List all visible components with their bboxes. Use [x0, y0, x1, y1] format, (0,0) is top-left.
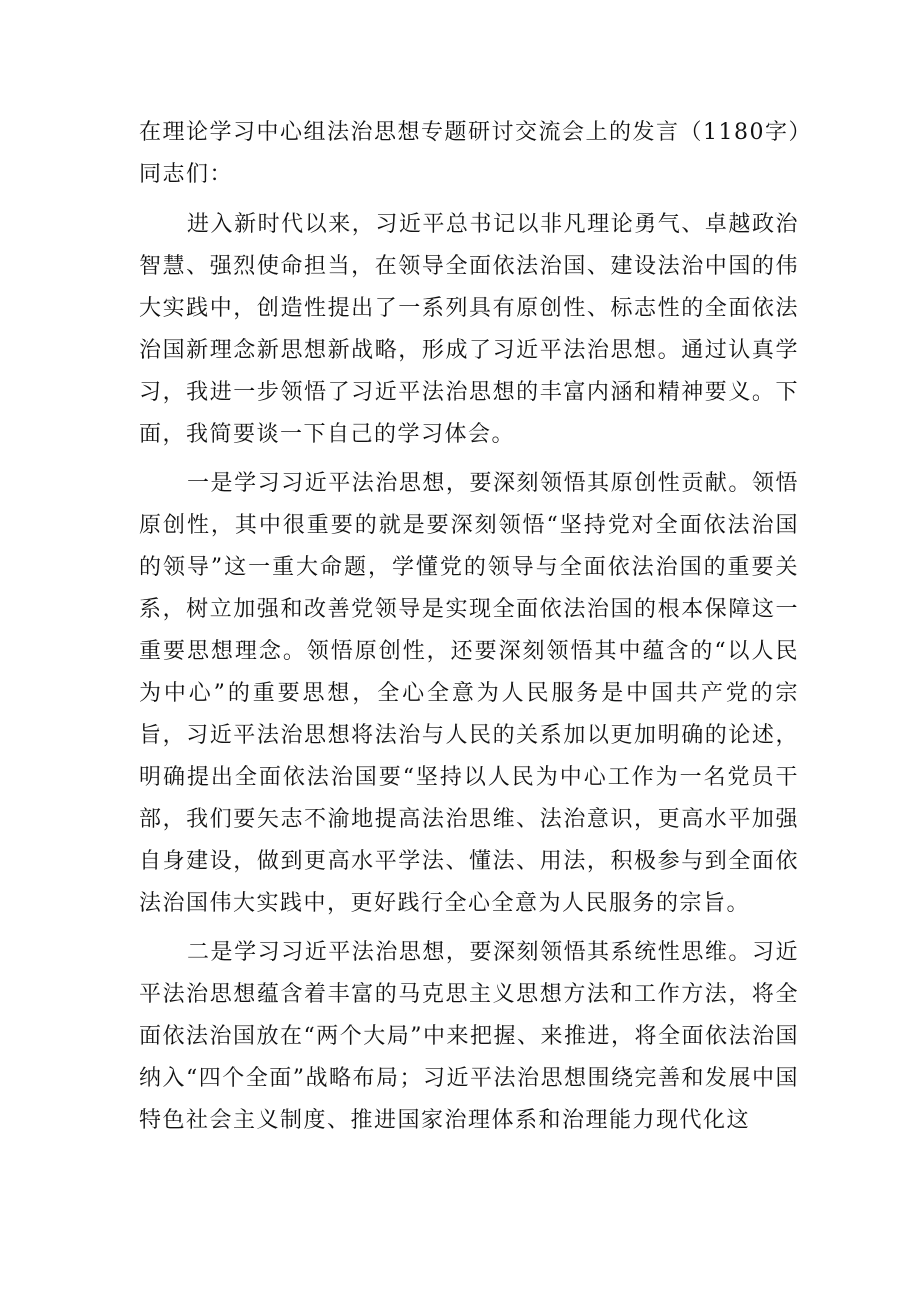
salutation: 同志们：	[139, 162, 234, 187]
paragraph-point-two: 二是学习习近平法治思想，要深刻领悟其系统性思维。习近平法治思想蕴含着丰富的马克思主义思想方法和工作方法，将全面依法治国放在“两个大局”中来把握、来推进，将全面依法治国纳入“四个全面”战略布局；习近平法治思想围绕完善和发展中国特色社会主义制度、推进国家治理体系和治理能力现代化这	[139, 940, 799, 1133]
paragraph-intro: 进入新时代以来，习近平总书记以非凡理论勇气、卓越政治智慧、强烈使命担当，在领导全面依法治国、建设法治中国的伟大实践中，创造性提出了一系列具有原创性、标志性的全面依法治国新理念新思想新战略，形成了习近平法治思想。通过认真学习，我进一步领悟了习近平法治思想的丰富内涵和精神要义。下面，我简要谈一下自己的学习体会。	[139, 212, 799, 447]
document-title: 在理论学习中心组法治思想专题研讨交流会上的发言（1180字）	[139, 120, 812, 145]
document-body	[139, 112, 812, 1149]
paragraph-point-one: 一是学习习近平法治思想，要深刻领悟其原创性贡献。领悟原创性，其中很重要的就是要深刻领悟“坚持党对全面依法治国的领导”这一重大命题，学懂党的领导与全面依法治国的重要关系，树立加强和改善党领导是实现全面依法治国的根本保障这一重要思想理念。领悟原创性，还要深刻领悟其中蕴含的“以人民为中心”的重要思想，全心全意为人民服务是中国共产党的宗旨，习近平法治思想将法治与人民的关系加以更加明确的论述，明确提出全面依法治国要“坚持以人民为中心工作为一名党员干部，我们要矢志不渝地提高法治思维、法治意识，更高水平加强自身建设，做到更高水平学法、懂法、用法，积极参与到全面依法治国伟大实践中，更好践行全心全意为人民服务的宗旨。	[139, 471, 799, 916]
